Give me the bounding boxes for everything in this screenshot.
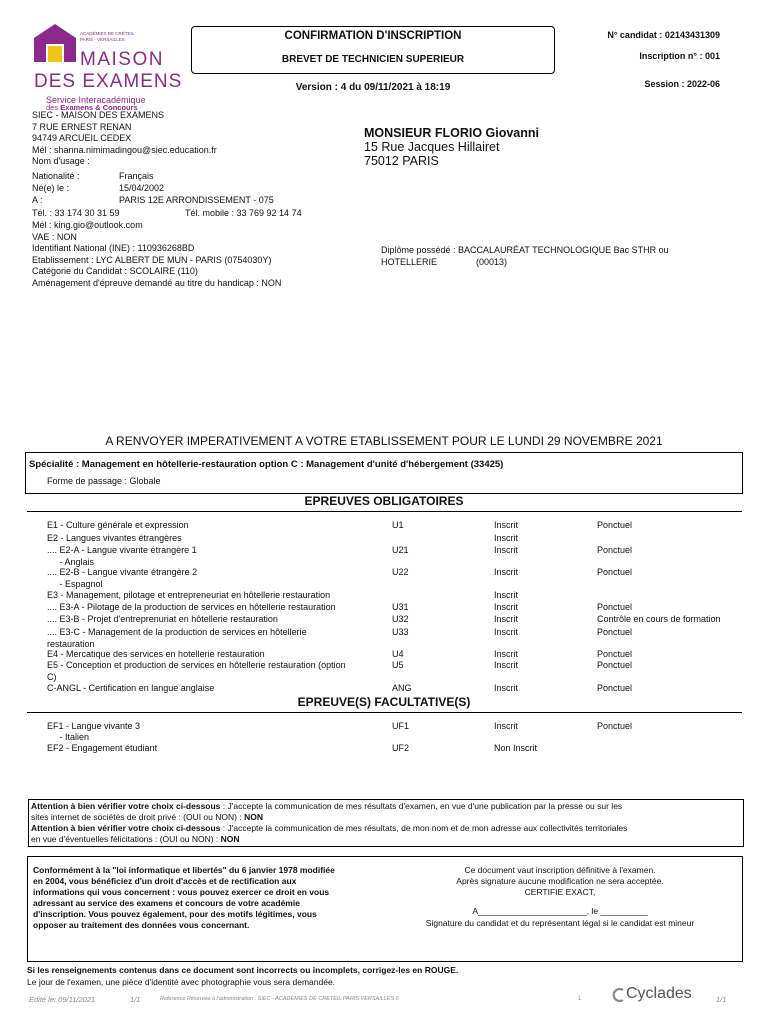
amenagement: Aménagement d'épreuve demandé au titre du handicap : NON	[32, 277, 282, 288]
table-row	[0, 614, 768, 626]
legal-line: d'inscription. Vous pouvez également, pour des motifs légitimes, vous	[33, 909, 317, 919]
diplome-line-1: Diplôme possédé : BACCALAURÉAT TECHNOLOGIQUE Bac STHR ou	[381, 245, 669, 255]
legal-line: informations qui vous concernent : vous pouvez exercer ce droit en vous	[33, 887, 330, 897]
exam-label: .... E2-A - Langue vivante étrangère 1	[47, 544, 197, 555]
exam-label: E3 - Management, pilotage et entrepreneuriat en hôtellerie restauration	[47, 589, 331, 600]
certify-line-2: Après signature aucune modification ne sera acceptée.	[456, 876, 664, 886]
nationality-label: Nationalité :	[32, 171, 80, 181]
exam-code: U32	[392, 614, 409, 624]
legal-line: adressant au service des examens et concours de votre académie	[33, 898, 300, 908]
page-number-b: 1/1	[716, 995, 727, 1004]
exam-mode: Ponctuel	[597, 721, 633, 731]
candidate-block	[32, 220, 281, 289]
page-title: CONFIRMATION D'INSCRIPTION	[284, 30, 462, 42]
legal-line: opposer au traitement des données vous concernant.	[33, 920, 250, 930]
exam-label: E2 - Langues vivantes étrangères	[47, 532, 182, 543]
table-row	[0, 520, 768, 532]
phone: Tél. : 33 174 30 31 59	[32, 208, 120, 218]
exam-status: Inscrit	[494, 614, 519, 624]
exam-code: U4	[392, 649, 404, 659]
exam-mode: Ponctuel	[597, 520, 633, 530]
exam-label: .... E3-C - Management de la production de services en hôtellerie	[47, 626, 307, 637]
attention-bold-2: Attention à bien vérifier votre choix ci-dessous	[31, 823, 221, 833]
exam-code: ANG	[392, 682, 412, 693]
exam-code: UF2	[392, 742, 410, 753]
logo-tagline-1: Service Interacadémique	[46, 95, 146, 105]
exam-mode: Ponctuel	[597, 649, 633, 659]
exam-code: UF1	[392, 721, 410, 731]
reference: Reference Réservée à l'administration : SIEC - ACADEMIES DE CRETEIL PARIS VERSAILLES 6	[160, 996, 399, 1002]
attention-bold-1: Attention à bien vérifier votre choix ci-dessous	[31, 801, 221, 811]
birthdate-value: 15/04/2002	[119, 183, 165, 193]
place-date-line: A_______________________, le __________	[472, 906, 648, 916]
inscription-number: Inscription n° : 001	[639, 51, 720, 61]
exam-status: Inscrit	[494, 532, 519, 543]
exam-mode: Ponctuel	[597, 660, 633, 670]
ine: Identifiant National (INE) : 110936268BD	[32, 243, 195, 253]
legal-line: en 2004, vous bénéficiez d'un droit d'accès et de rectification aux	[33, 876, 297, 886]
logo-tagline-2-prefix: des	[46, 103, 61, 112]
session: Session : 2022-06	[644, 79, 720, 89]
cyclades-swirl-icon	[612, 987, 626, 1003]
exam-mode: Contrôle en cours de formation	[597, 614, 721, 624]
exam-status: Inscrit	[494, 721, 519, 731]
exam-status: Inscrit	[494, 520, 519, 530]
table-row	[0, 533, 768, 545]
exam-mode: Ponctuel	[597, 601, 633, 612]
table-row	[0, 660, 768, 672]
exam-label: - Espagnol	[47, 579, 103, 589]
nationality-value: Français	[119, 171, 154, 181]
diplome-line-2a: HOTELLERIE	[381, 257, 438, 267]
recipient	[364, 126, 539, 168]
maison-logo-icon	[34, 24, 76, 62]
exam-label: E4 - Mercatique des services en hotellerie restauration	[47, 649, 265, 659]
table-row	[0, 602, 768, 614]
sender-city: 94749 ARCUEIL CEDEX	[32, 133, 132, 143]
obligatoires-title: EPREUVES OBLIGATOIRES	[304, 494, 464, 508]
exam-mode: Ponctuel	[597, 682, 633, 693]
exam-label: EF1 - Langue vivante 3	[47, 721, 141, 731]
exam-label: - Anglais	[47, 556, 95, 567]
facultatives-title: EPREUVE(S) FACULTATIVE(S)	[297, 695, 471, 709]
exam-label: .... E3-B - Projet d'entreprenuriat en hôtellerie restauration	[47, 614, 278, 624]
exam-status: Non Inscrit	[494, 742, 538, 753]
certify-line-1: Ce document vaut inscription définitive à l'examen.	[464, 865, 656, 875]
certify-line-3: CERTIFIE EXACT,	[524, 887, 596, 897]
exam-status: Inscrit	[494, 649, 519, 659]
exam-code: U31	[392, 601, 409, 612]
exam-code: U1	[392, 520, 404, 530]
edite-date: Edité le: 09/11/2021	[29, 995, 96, 1004]
exam-status: Inscrit	[494, 567, 519, 577]
exam-status: Inscrit	[494, 626, 519, 637]
exam-label: - Italien	[47, 731, 90, 742]
exam-label: EF2 - Engagement étudiant	[47, 742, 158, 753]
birthdate-label: Né(e) le :	[32, 183, 70, 193]
exam-mode: Ponctuel	[597, 544, 633, 555]
exam-status: Inscrit	[494, 589, 519, 600]
logo-org-line-2: PARIS - VERSAILLES	[80, 37, 125, 42]
exam-code: U21	[392, 544, 409, 555]
categorie: Catégorie du Candidat : SCOLAIRE (110)	[32, 266, 198, 276]
footer-one: 1	[578, 996, 582, 1002]
table-row	[0, 683, 768, 695]
rouge-notice: Si les renseignements contenus dans ce document sont incorrects ou incomplets, corrigez-les en ROUGE.	[27, 965, 459, 975]
divider	[27, 712, 742, 713]
exam-status: Inscrit	[494, 660, 519, 670]
signature-label: Signature du candidat et du représentant légal si le candidat est mineur	[425, 918, 695, 928]
table-row	[0, 590, 768, 602]
exam-label: .... E3-A - Pilotage de la production de services en hôtellerie restauration	[47, 601, 336, 612]
logo-tagline-2-bold: Examens & Concours	[60, 103, 138, 112]
attention-text-2b: en vue d'éventuelles félicitations : (OUI ou NON) :	[31, 834, 221, 844]
attention-answer-1: NON	[244, 812, 263, 822]
cyclades-name: Cyclades	[626, 985, 692, 1002]
divider	[27, 511, 742, 512]
table-row	[0, 627, 768, 639]
exam-mode: Ponctuel	[597, 626, 633, 637]
exam-code: U22	[392, 567, 409, 577]
exam-status: Inscrit	[494, 601, 519, 612]
forme-passage: Forme de passage : Globale	[47, 476, 161, 486]
exam-code: U33	[392, 626, 409, 637]
legal-text	[33, 865, 373, 931]
sender-org: SIEC - MAISON DES EXAMENS	[32, 110, 165, 120]
piece-notice: Le jour de l'examen, une pièce d'identité avec photographie vous sera demandée.	[27, 977, 336, 987]
specialite: Spécialité : Management en hôtellerie-restauration option C : Management d'unité d'hébergement (33425)	[29, 459, 504, 470]
legal-line: Conformément à la "loi informatique et libertés" du 6 janvier 1978 modifiée	[33, 865, 335, 875]
logo-title-2: DES EXAMENS	[34, 71, 183, 92]
exam-label: C-ANGL - Certification en langue anglaise	[47, 682, 215, 693]
table-row	[0, 545, 768, 557]
recipient-city: 75012 PARIS	[364, 154, 439, 168]
table-row	[0, 567, 768, 579]
exam-mode: Ponctuel	[597, 567, 633, 577]
attention-text-1: : J'accepte la communication de mes résultats d'examen, en vue d'une publication par la presse ou sur les	[220, 801, 623, 811]
birthplace-value: PARIS 12E ARRONDISSEMENT - 075	[119, 195, 274, 205]
candidate-email: Mél : king.gio@outlook.com	[32, 220, 143, 230]
exam-label: C)	[47, 672, 57, 682]
exam-status: Inscrit	[494, 544, 519, 555]
deadline: A RENVOYER IMPERATIVEMENT A VOTRE ETABLISSEMENT POUR LE LUNDI 29 NOVEMBRE 2021	[105, 434, 663, 448]
attention-1	[31, 801, 739, 845]
sender-street: 7 RUE ERNEST RENAN	[32, 121, 132, 132]
exam-label: restauration	[47, 638, 95, 649]
table-row	[0, 743, 768, 755]
attention-text-2: : J'accepte la communication de mes résultats, de mon nom et de mon adresse aux collectivités territoriales	[220, 823, 628, 833]
exam-status: Inscrit	[494, 682, 519, 693]
exam-label: E1 - Culture générale et expression	[47, 520, 189, 530]
sender-email: Mél : shanna.nimimadingou@siec.education.fr	[32, 144, 217, 155]
candidate-number: N° candidat : 02143431309	[607, 30, 720, 40]
mobile-phone: Tél. mobile : 33 769 92 14 74	[185, 208, 302, 218]
exam-label: .... E2-B - Langue vivante étrangère 2	[47, 567, 198, 577]
vae: VAE : NON	[32, 231, 77, 242]
attention-text-1b: sites internet de sociétés de droit privé : (OUI ou NON) :	[31, 812, 245, 822]
sender-address	[32, 110, 217, 168]
certify-block	[380, 865, 740, 898]
recipient-name: MONSIEUR FLORIO Giovanni	[364, 126, 540, 140]
page-number-a: 1/1	[130, 995, 141, 1004]
logo-org-line-1: ACADÉMIES DE CRÉTEIL	[80, 31, 135, 36]
recipient-street: 15 Rue Jacques Hillairet	[364, 140, 500, 154]
page-subtitle: BREVET DE TECHNICIEN SUPERIEUR	[281, 54, 465, 65]
version: Version : 4 du 09/11/2021 à 18:19	[295, 82, 451, 93]
attention-answer-2: NON	[220, 834, 240, 844]
etablissement: Etablissement : LYC ALBERT DE MUN - PARIS (0754030Y)	[32, 254, 272, 265]
logo-title-1: MAISON	[80, 49, 164, 70]
exam-label: E5 - Conception et production de services en hôtellerie restauration (option	[47, 660, 346, 670]
birthplace-label: A :	[32, 195, 43, 205]
nom-usage: Nom d'usage :	[32, 156, 90, 166]
exam-code: U5	[392, 660, 404, 670]
diplome-line-2b: (00013)	[476, 257, 508, 267]
